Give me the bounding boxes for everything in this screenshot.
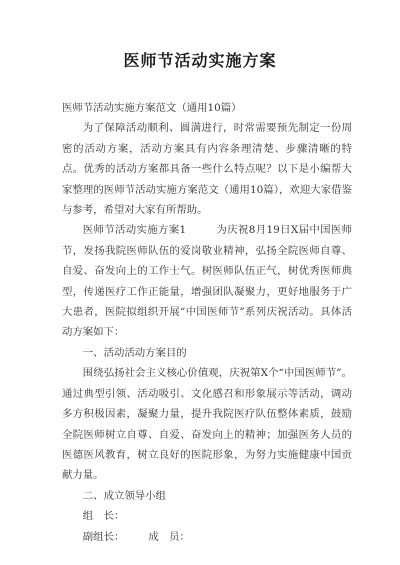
intro-paragraph: 为了保障活动顺利、圆满进行，时常需要预先制定一份周密的活动方案，活动方案具有内容条理清楚、步骤清晰的特点。优秀的活动方案都具备一些什么特点呢？以下是小编帮大家整理的医师节活动实施方案范文（通用10篇），欢迎大家借鉴与参考，希望对大家有所帮助。 — [62, 122, 352, 217]
plan-heading: 医师节活动实施方案1 — [82, 224, 187, 237]
page-title: 医师节活动实施方案 — [123, 51, 277, 70]
document-body — [62, 98, 352, 547]
section2-heading: 二、成立领导小组 — [82, 489, 166, 502]
leader-label: 组 长： — [82, 510, 125, 523]
section1-heading: 一、活动活动方案目的 — [82, 346, 187, 359]
plan-intro-text: 为庆祝8月19日X届中国医师节，发扬我院医师队伍的爱岗敬业精神，弘扬全院医师自尊、自爱、奋发向上的工作士气。树医师队伍正气，树优秀医师典型，传递医疗工作正能量，增强团队凝聚力，更好地服务于广大患者，医院拟组织开展“中国医师节”系列庆祝活动。具体活动方案如下： — [62, 224, 352, 339]
member-label: 成 员： — [148, 530, 190, 543]
leader-line — [62, 506, 352, 526]
section1-body: 围绕弘扬社会主义核心价值观，庆祝第X个“中国医师节”。通过典型引领、活动吸引、文化感召和形象展示等活动，调动多方积极因素，凝聚力量，提升我院医疗队伍整体素质，鼓励全院医师树立自尊、自爱、奋发向上的精神；加强医务人员的医德医风教育，树立良好的医院形象，为努力实施健康中国贡献力量。 — [62, 367, 352, 482]
document-subtitle: 医师节活动实施方案范文（通用10篇） — [62, 102, 242, 114]
deputy-line — [62, 527, 352, 547]
deputy-label: 副组长： — [82, 530, 125, 543]
plan-heading-line — [62, 220, 352, 342]
